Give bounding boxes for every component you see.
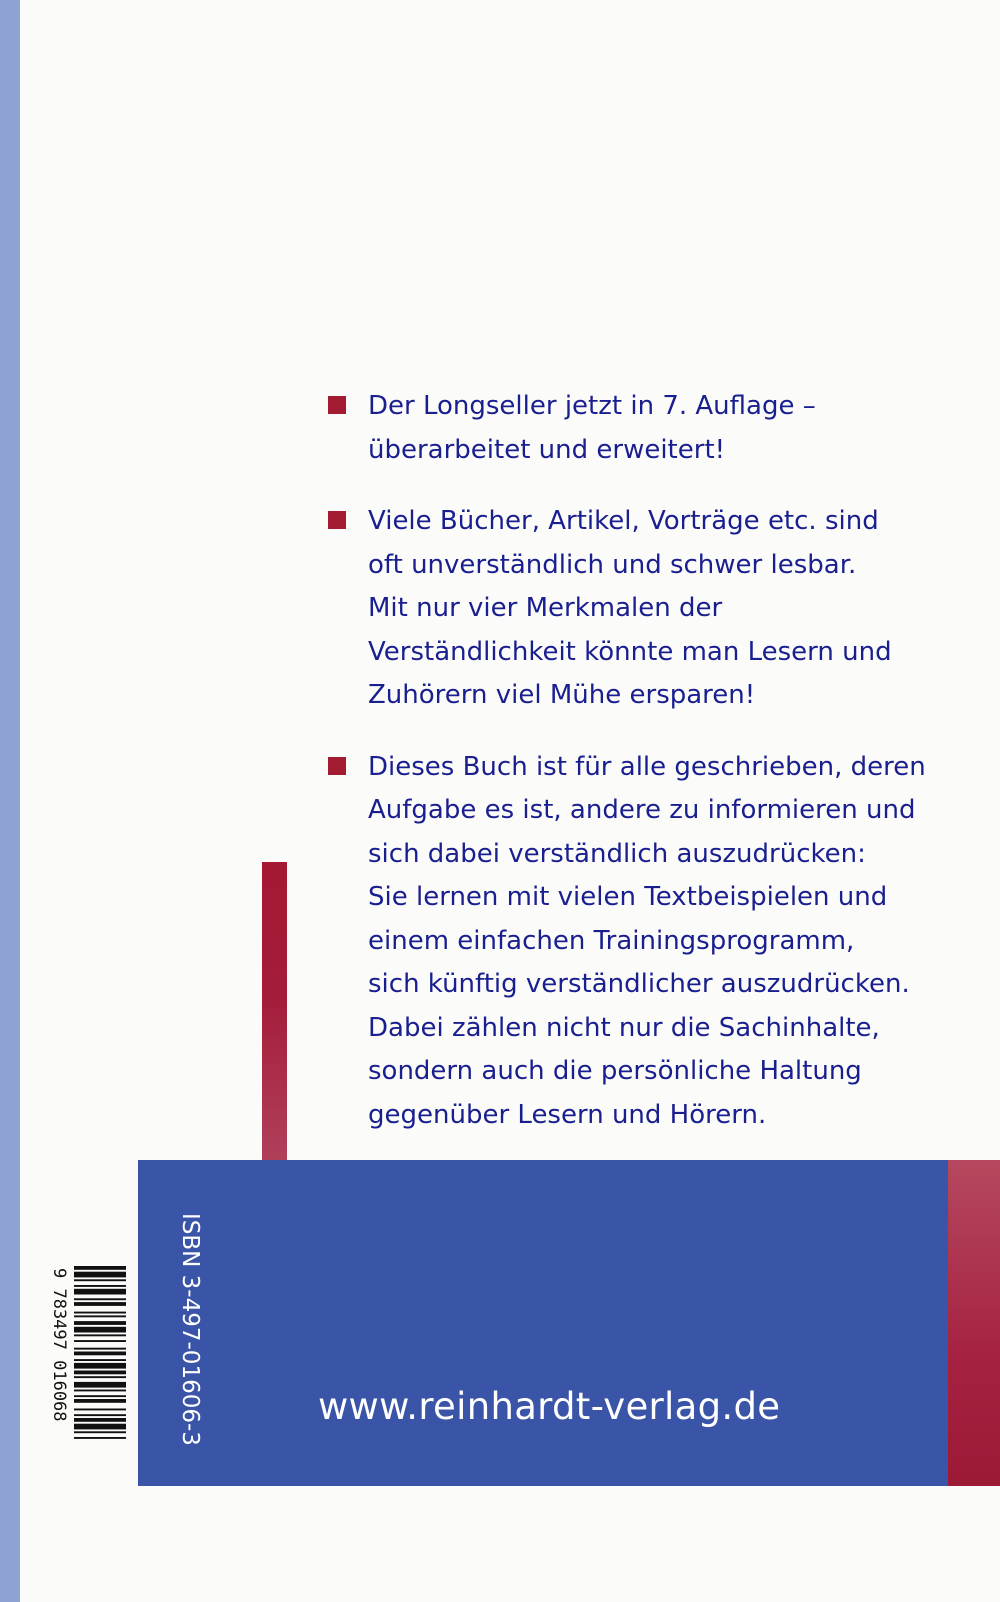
barcode-bar (74, 1399, 126, 1403)
barcode-bar (74, 1302, 126, 1306)
barcode-bar (74, 1409, 126, 1411)
bullet-text: Der Longseller jetzt in 7. Auflage – überarbeitet und erweitert! (368, 391, 816, 465)
barcode-bar (74, 1418, 126, 1422)
spine-strip (0, 0, 20, 1602)
barcode-bar (74, 1298, 126, 1300)
barcode-bar (74, 1285, 126, 1287)
barcode (48, 1262, 130, 1492)
barcode-icon (48, 1262, 130, 1492)
barcode-bar (74, 1315, 126, 1317)
bullet-list (328, 385, 968, 1165)
barcode-bar (74, 1437, 126, 1439)
barcode-bar (74, 1414, 126, 1416)
barcode-bar (74, 1352, 126, 1356)
barcode-bar (74, 1363, 126, 1369)
barcode-bar (74, 1327, 126, 1333)
barcode-bar (74, 1359, 126, 1361)
isbn-text: ISBN 3-497-01606-3 (177, 1213, 203, 1446)
decorative-red-bar (262, 862, 287, 1189)
decorative-red-edge (948, 1160, 1000, 1486)
barcode-bar (74, 1340, 126, 1342)
barcode-bar (74, 1376, 126, 1378)
barcode-bar (74, 1424, 126, 1430)
barcode-bar (74, 1390, 126, 1392)
square-bullet-icon (328, 757, 346, 775)
barcode-bar (74, 1312, 126, 1314)
barcode-bar (74, 1371, 126, 1375)
bullet-text: Dieses Buch ist für alle geschrieben, deren Aufgabe es ist, andere zu informieren und sich dabei verständlich auszudrücken: Sie lernen mit vielen Textbeispielen und einem einfachen Trainingsprogramm, sich künftig verständlicher auszudrücken. Dabei zählen nicht nur die Sachinhalte, sondern auch die persönliche Haltung gegenüber Lesern und Hörern. (368, 751, 926, 1130)
square-bullet-icon (328, 396, 346, 414)
barcode-digits: 9 783497 016068 (49, 1268, 69, 1422)
barcode-bar (74, 1348, 126, 1350)
barcode-bar (74, 1266, 126, 1270)
square-bullet-icon (328, 511, 346, 529)
barcode-bar (74, 1321, 126, 1325)
bullet-item (328, 500, 968, 718)
publisher-url: www.reinhardt-verlag.de (318, 1385, 781, 1428)
barcode-bar (74, 1395, 126, 1397)
bullet-text: Viele Bücher, Artikel, Vorträge etc. sind oft unverständlich und schwer lesbar. Mit nur vier Merkmalen der Verständlichkeit könnte man Lesern und Zuhörern viel Mühe ersparen! (368, 506, 892, 710)
barcode-bar (74, 1382, 126, 1388)
bullet-item (328, 746, 968, 1138)
barcode-bar (74, 1272, 126, 1278)
bullet-item (328, 385, 968, 472)
barcode-bar (74, 1279, 126, 1281)
publisher-box (138, 1160, 948, 1486)
barcode-bar (74, 1334, 126, 1336)
barcode-bar (74, 1431, 126, 1433)
barcode-bar (74, 1289, 126, 1295)
